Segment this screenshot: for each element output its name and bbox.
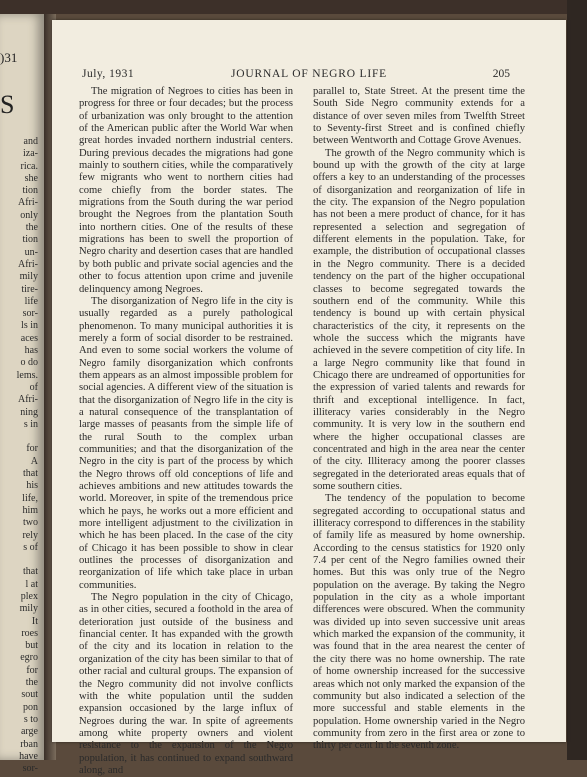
facing-page-line: tion (22, 234, 38, 246)
facing-page-line: tion (22, 185, 38, 197)
facing-page-line: life, (22, 492, 38, 504)
right-column (313, 86, 525, 753)
paragraph: parallel to, State Street. At the present time the South Side Negro community extends for a distance of over seven miles from Twelfth Street to Seventy-first Street and is confined chiefly between Wentworth and Cottage Grove Avenues. (313, 86, 525, 147)
facing-page-line: un- (24, 246, 38, 258)
facing-page-line: him (22, 504, 38, 516)
facing-page-line: It (31, 615, 38, 627)
issue-date: July, 1931 (82, 68, 135, 80)
facing-page-line (0, 554, 44, 566)
facing-page-line: rica. (20, 160, 38, 172)
facing-page-line: the (25, 222, 38, 234)
facing-page-line: Afri- (18, 197, 38, 209)
facing-page-line: of (29, 381, 38, 393)
facing-page-line: sor- (22, 763, 38, 775)
facing-page-edge (0, 14, 44, 775)
facing-page-line: his (26, 480, 38, 492)
facing-page-line: aces (20, 332, 38, 344)
facing-page-line: arge (20, 726, 38, 738)
facing-page-line: plex (20, 590, 38, 602)
journal-title: JOURNAL OF NEGRO LIFE (231, 68, 387, 80)
facing-page-line: pon (23, 701, 38, 713)
facing-page-line: has (24, 345, 38, 357)
facing-page-line: life (24, 295, 38, 307)
facing-page-line: o do (20, 357, 38, 369)
paragraph: The growth of the Negro community which is bound up with the growth of the city at large offers a key to an understanding of the processes of disorganization and reorganization of life in the city. The expansion of the Negro population has not been a mere product of chance, for it has represented a selection and segregation of different elements in the population. Take, for example, the distribution of occupational classes in the Negro community. There is a decided tendency on the part of the higher occupational classes to become segregated towards the southern end of the community. While this tendency is bound up with certain physical characteristics of the city, it represents on the whole the success which the migrants have achieved in the severe competition of city life. In a large Negro community like that found in Chicago there are undreamed of opportunities for the expression of varied talents and rewards for thrift and exceptional intelligence. In fact, illiteracy varies considerably in the Negro community. It is very low in the southern end where the higher occupational classes are concentrated and high in the area near the center of the city. Illiteracy among the poorer classes segregated in the deteriorated areas equals that of some southern cities. (313, 147, 525, 492)
facing-page-heading-letter: S (0, 90, 15, 119)
facing-page-line: mily (19, 603, 38, 615)
facing-page-line: ning (20, 406, 38, 418)
scan-backdrop-top (0, 0, 587, 14)
running-header (52, 68, 566, 84)
facing-page-line: egro (20, 652, 38, 664)
paragraph: The tendency of the population to become segregated according to occupational status and illiteracy correspond to differences in the stability of family life as measured by home ownership. According to the census statistics for 1920 only 7.4 per cent of the Negro families owned their homes. But this was only true of the Negro population on the average. By taking the Negro population in the city as a whole important differences were obscured. When the community was divided up into seven successive unit areas which marked the expansion of the community, it was found that in the area nearest the center of the city there was no home ownership. The rate of home ownership increased for the successive areas which not only marked the expansion of the community but also indicated a selection of the more successful and stable elements in the population. Home ownership varied in the Negro community from zero in the first area or zone to thirty per cent in the seventh zone. (313, 493, 525, 752)
facing-page-line: l at (25, 578, 38, 590)
paragraph: The migration of Negroes to cities has been in progress for three or four decades; but the process of urbanization was only brought to the attention of the American public after the World War when great hordes invaded northern industrial centers. During previous decades the migrations had gone mainly to southern cities, while the comparatively few migrants who went to northern cities had come chiefly from the border states. The migrations from the South during the war period brought the Negroes from the plantation South into northern cities. One of the results of these migrations has been to swell the proportion of Negro charity and desertion cases that are handled by both public and private social agencies and the other to focus attention upon crime and juvenile delinquency among Negroes. (79, 86, 293, 295)
facing-page-number: )31 (0, 50, 18, 65)
facing-page-line: she (24, 172, 38, 184)
facing-page-line: ls in (21, 320, 38, 332)
facing-page-line (0, 431, 44, 443)
facing-page-line: the (25, 677, 38, 689)
paragraph: The Negro population in the city of Chicago, as in other cities, secured a foothold in the area of deterioration just outside of the business and financial center. It has expanded with the growth of the city and its location in relation to the organization of the city has been similar to that of other racial and cultural groups. The expansion of the Negro community did not involve conflicts with the white population until the sudden expansion occasioned by the large influx of Negroes during the war. In spite of agreements among white property owners and violent resistance to the expansion of the Negro population, it has continued to expand southward along, and (79, 592, 293, 776)
paragraph: The disorganization of Negro life in the city is usually regarded as a purely pathological phenomenon. To many municipal authorities it is merely a form of social disorder to be restrained. And even to some social workers the volume of Negro family disorganization which confronts them appears as an almost impossible problem for social agencies. A different view of the situation is that the disorganization of Negro life in the city is a natural consequence of the transplantation of large masses of peasants from the simple life of the rural South to the complex urban communities; and that the disorganization of the Negro in the city is part of the process by which the Negro throws off old conceptions of life and achieves ambitions and new attitudes towards the world. Moreover, in spite of the tremendous price which he pays, he works out a more efficient and more intelligent adjustment to the civilization in which he has been placed. In the case of the city of Chicago it has been possible to show in clear outlines the processes of disorganization and reorganization of life which take place in urban communities. (79, 295, 293, 591)
left-column (79, 86, 293, 777)
page-number: 205 (492, 68, 510, 80)
facing-page-line: lems. (16, 369, 38, 381)
facing-page-line: s to (23, 713, 38, 725)
facing-page-line: sor- (22, 308, 38, 320)
facing-page-line: and (23, 136, 38, 147)
facing-page-line: mily (19, 271, 38, 283)
scan-backdrop-right (567, 0, 587, 760)
facing-page-line: sout (21, 689, 38, 701)
facing-page-line: for (26, 443, 38, 455)
facing-page-line: Afri- (18, 394, 38, 406)
facing-page-line: only (20, 209, 38, 221)
facing-page-line: that (23, 468, 38, 480)
facing-page-line: rban (20, 738, 38, 750)
facing-page-line: roes (21, 627, 38, 639)
facing-page-line: iza- (23, 148, 38, 160)
facing-page-line: tire- (21, 283, 38, 295)
facing-page-line: s in (23, 418, 38, 430)
facing-page-line: for (26, 664, 38, 676)
facing-page-line: two (23, 517, 38, 529)
facing-page-line: that (23, 566, 38, 578)
facing-page-line: A (30, 455, 38, 467)
facing-page-line: s of (23, 541, 38, 553)
journal-page (52, 20, 566, 776)
facing-page-line: have (19, 750, 38, 762)
facing-page-text-fragments (0, 136, 44, 775)
facing-page-line: but (25, 640, 38, 652)
facing-page-line: Afri- (18, 258, 38, 270)
facing-page-line: rely (22, 529, 38, 541)
